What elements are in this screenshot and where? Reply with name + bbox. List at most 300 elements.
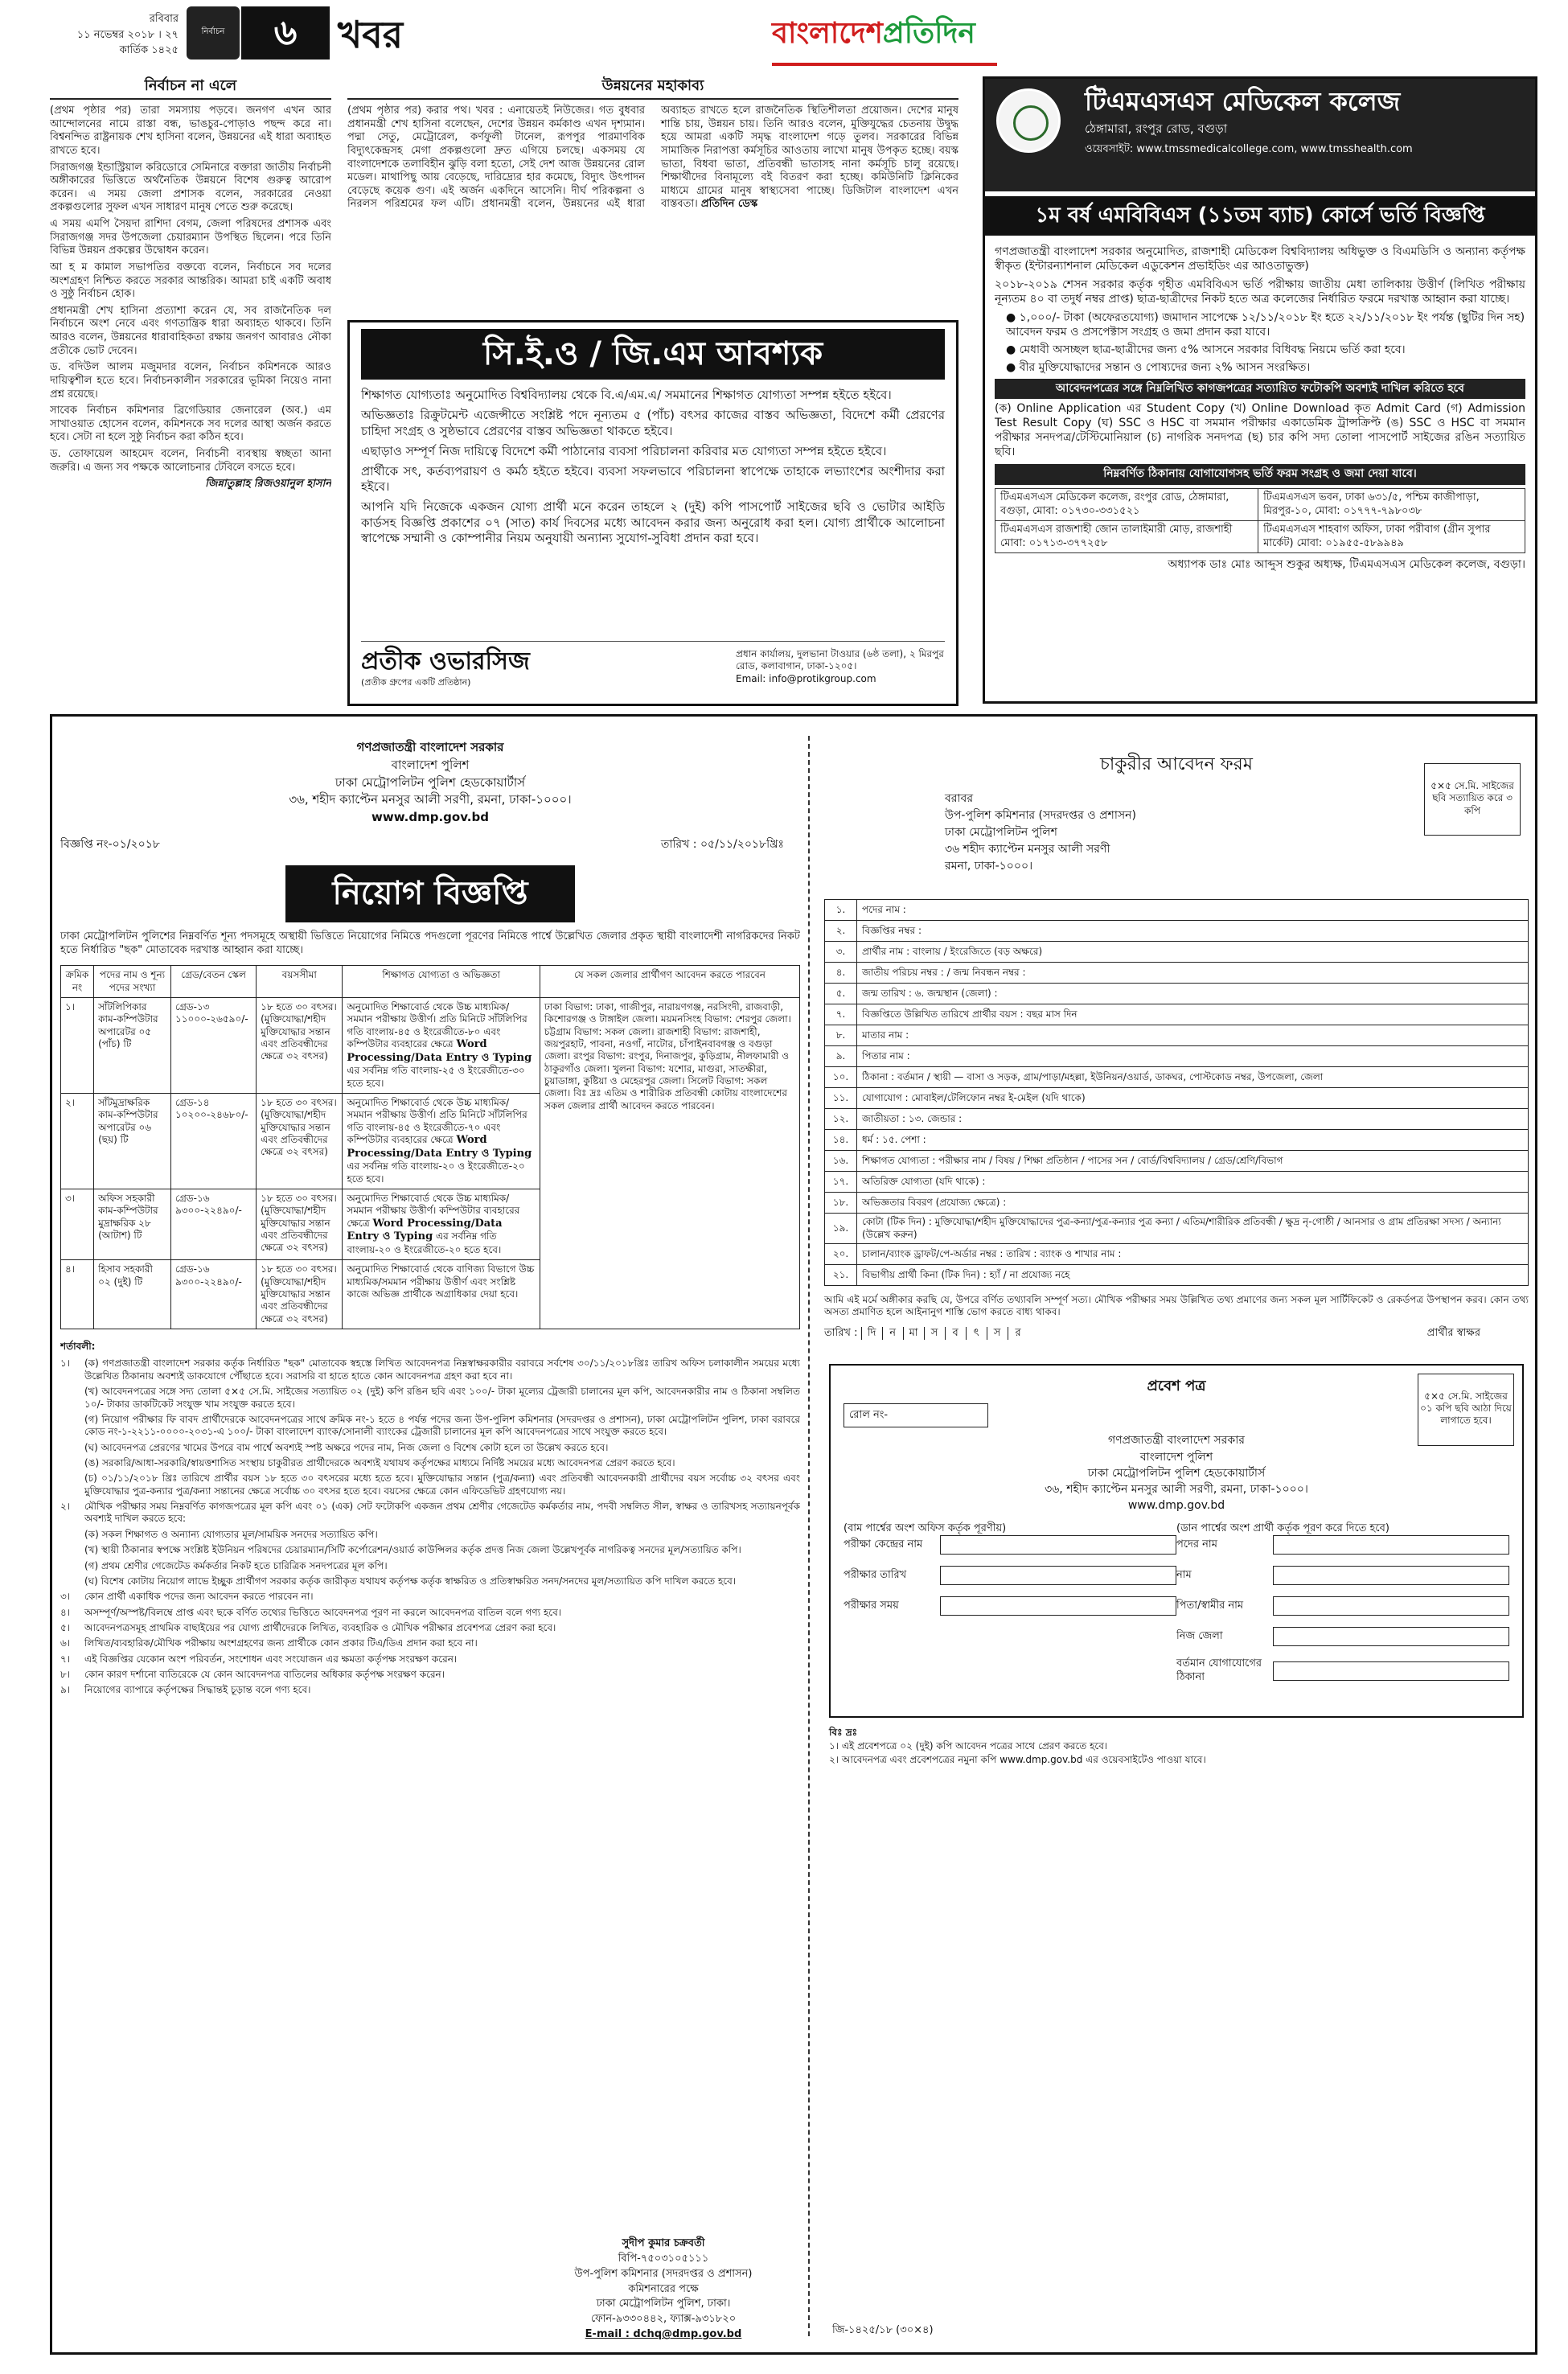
- form-row-number: ২০.: [825, 1243, 857, 1264]
- form-row: [825, 900, 1529, 921]
- article-paragraph: ড. তোফায়েল আহমেদ বলেন, নির্বাচনী ব্যবস্থায় স্বচ্ছতা আনা জরুরি। এ জন্য সব পক্ষকে আলোচনার টেবিলে বসতে হবে।: [50, 448, 331, 474]
- post-qualification: [343, 1189, 540, 1260]
- admit-field-row: [1176, 1566, 1509, 1585]
- form-row-label: জন্ম তারিখ : ৬. জন্মস্থান (জেলা) :: [862, 987, 998, 999]
- form-row-field[interactable]: [857, 963, 1529, 984]
- term-item: [60, 1669, 800, 1681]
- form-row: [825, 1088, 1529, 1109]
- form-row-field[interactable]: [857, 1193, 1529, 1214]
- term-item: [60, 1357, 800, 1382]
- admit-field-box[interactable]: [1273, 1566, 1509, 1585]
- ceo-ad-address: প্রধান কার্যালয়, দুলভানা টাওয়ার (৬ষ্ঠ তলা), ২ মিরপুর রোড, কলাবাগান, ঢাকা-১২০৫।: [736, 648, 944, 672]
- mc-ad-contact-strip: নিম্নবর্ণিত ঠিকানায় যোগাযোগসহ ভর্তি ফরম সংগ্রহ ও জমা দেয়া যাবে।: [995, 464, 1525, 485]
- admit-field-box[interactable]: [1273, 1535, 1509, 1555]
- form-row-number: ৫.: [825, 984, 857, 1004]
- post-name: সাঁটলিপিকার কাম-কম্পিউটার অপারেটর ০৫ (পাঁচ) টি: [94, 997, 171, 1093]
- ceo-ad-footer: [361, 641, 945, 697]
- form-row-number: ৩.: [825, 942, 857, 963]
- post-qualification: [343, 1260, 540, 1329]
- ceo-ad-apply: আপনি যদি নিজেকে একজন যোগ্য প্রার্থী মনে করেন তাহলে ২ (দুই) কপি পাসপোর্ট সাইজের ছবি ও ভোটার আইডি কার্ডসহ বিজ্ঞপ্তি প্রকাশের ০৭ (সাত) কার্য দিবসের মধ্যে আবেদন করার জন্য অনুরোধ করা হল। যোগ্য প্রার্থীকে আলোচনা স্বাপেক্ষে সম্মানী ও কোম্পানীর নিয়ম অনুযায়ী অন্যান্য সুযোগ-সুবিধা প্রদান করা হবে।: [361, 499, 945, 545]
- form-row-field[interactable]: [857, 1109, 1529, 1130]
- term-item: [60, 1560, 800, 1572]
- post-grade: গ্রেড-১৬ ৯৩০০-২২৪৯০/-: [170, 1189, 256, 1260]
- date-cell: দি: [861, 1327, 882, 1341]
- form-row-number: ৯.: [825, 1046, 857, 1067]
- dmp-date: তারিখ : ০৫/১১/২০১৮খ্রিঃ: [660, 837, 784, 851]
- note-item: ১। এই প্রবেশপত্রে ০২ (দুই) কপি আবেদন পত্রের সাথে প্রেরণ করতে হবে।: [829, 1739, 1108, 1752]
- post-qualification: [343, 997, 540, 1093]
- form-row-field[interactable]: [857, 1046, 1529, 1067]
- term-number: ২।: [60, 1501, 71, 1513]
- signer-for: কমিশনারের পক্ষে: [628, 2282, 699, 2295]
- dmp-letterhead: [60, 739, 800, 827]
- admit-field-label: পরীক্ষার সময়: [844, 1600, 899, 1612]
- ceo-ad-extra: এছাড়াও সম্পূর্ণ নিজ দায়িত্বে বিদেশে কর্মী পাঠানোর ব্যবসা পরিচালনা করিবার মত যোগ্যতা সম্পন্ন হইতে হইবে।: [361, 443, 887, 458]
- form-row: [825, 1264, 1529, 1285]
- term-number: [60, 1442, 84, 1454]
- signer-id: বিপি-৭৫০৩১০৫১১১: [618, 2252, 709, 2265]
- mc-ad-contacts-table: [995, 488, 1525, 554]
- mc-ad-banner: ১ম বর্ষ এমবিবিএস (১১তম ব্যাচ) কোর্সে ভর্তি বিজ্ঞপ্তি: [985, 196, 1535, 236]
- middle-article-body: [347, 105, 958, 212]
- addressee-line: রমনা, ঢাকা-১০০০।: [945, 860, 1033, 873]
- form-row-number: ৮.: [825, 1025, 857, 1046]
- post-age-limit: ১৮ হতে ৩০ বৎসর। (মুক্তিযোদ্ধা/শহীদ মুক্তিযোদ্ধার সন্তান এবং প্রতিবন্ধীদের ক্ষেত্রে ৩২ বৎসর): [257, 997, 343, 1093]
- form-row: [825, 1109, 1529, 1130]
- form-sign-row: [824, 1327, 1529, 1351]
- admit-field-box[interactable]: [940, 1535, 1176, 1555]
- admit-letterhead: [844, 1432, 1509, 1514]
- form-row: [825, 921, 1529, 942]
- form-row-field[interactable]: [857, 1067, 1529, 1088]
- addressee-line: ঢাকা মেট্রোপলিটন পুলিশ: [945, 826, 1057, 840]
- post-serial: ১।: [61, 997, 94, 1093]
- admit-field-label: পরীক্ষার তারিখ: [844, 1569, 907, 1582]
- posts-table-header: [61, 966, 800, 998]
- mc-ad-session: ২০১৮-২০১৯ শেসন সরকার কর্তৃক গৃহীত এমবিবিএস ভর্তি পরীক্ষায় জাতীয় মেধা তালিকায় উত্তীর্ণ (লিখিত পরীক্ষায় নূন্যতম ৪০ বা তদুর্ধ নম্বর প্রাপ্ত) ছাত্র-ছাত্রীদের নিকট হতে অত্র কলেজের নির্ধারিত ফরমে দরখাস্ত আহ্বান করা যাচ্ছে।: [995, 278, 1525, 306]
- form-row-field[interactable]: [857, 1025, 1529, 1046]
- form-row-field[interactable]: [857, 1130, 1529, 1151]
- form-row: [825, 1172, 1529, 1193]
- contact-row: [995, 488, 1525, 520]
- post-name: হিসাব সহকারী ০২ (দুই) টি: [94, 1260, 171, 1329]
- post-row: [61, 997, 800, 1093]
- ceo-ad-experience: অভিজ্ঞতাঃ রিক্রুটমেন্ট এজেন্সীতে সংশ্লিষ্ট পদে নূন্যতম ৫ (পাঁচ) বৎসর কাজের বাস্তব অভিজ্ঞতা, বিদেশে কর্মী প্রেরণের চাহিদা সংগ্রহ ও সুষ্ঠভাবে প্রেরণের বাস্তব অভিজ্ঞতা থাকতে হইবে।: [361, 408, 945, 438]
- form-row-field[interactable]: [857, 1151, 1529, 1172]
- form-row-field[interactable]: [857, 900, 1529, 921]
- term-text: (খ) স্থায়ী ঠিকানার স্বপক্ষে সংশ্লিষ্ট ইউনিয়ন পরিষদের চেয়ারম্যান/সিটি কর্পোরেশন/ওয়ার্ড কাউন্সিলর কর্তৃক প্রদত্ত নিজ জেলা উল্লেখপূর্বক নাগরিকত্ব সনদের মূল/সত্যায়িত কপি।: [84, 1544, 741, 1556]
- logo-part1: বাংলাদেশ: [772, 16, 883, 50]
- admit-field-box[interactable]: [940, 1566, 1176, 1585]
- form-row: [825, 942, 1529, 963]
- form-row-number: ১৬.: [825, 1151, 857, 1172]
- date-cell: স: [924, 1327, 945, 1341]
- term-text: (ঘ) বিশেষ কোটায় নিয়োগ লাভে ইচ্ছুক প্রার্থীগণ সরকার কর্তৃক জারীকৃত যথাযথ কর্তৃপক্ষ কর্তৃক স্বাক্ষরিত ও প্রতিস্বাক্ষরিত সনদ/সনদের মূল/সত্যায়িত কপি দাখিল করতে হবে।: [84, 1575, 737, 1587]
- term-item: [60, 1622, 800, 1634]
- admit-field-row: [1176, 1535, 1509, 1555]
- page-number: ৬: [241, 6, 330, 60]
- post-qualification: [343, 1093, 540, 1189]
- contact-cell: টিএমএসএস ভবন, ঢাকা ৬৩১/৫, পশ্চিম কাজীপাড়া, মিরপুর-১০, মোবা: ০১৭৭৭-৭৯৮০৩৮: [1258, 488, 1525, 520]
- qualification-text: অনুমোদিত শিক্ষাবোর্ড থেকে উচ্চ মাধ্যমিক/ সমমান পরীক্ষায় উত্তীর্ণ। প্রতি মিনিটে সাঁটলিপির গতি বাংলায়-৪৫ ও ইংরেজীতে-৮০ এবং কম্পিউটার ব্যবহারের ক্ষেত্রে: [347, 1000, 527, 1049]
- post-serial: ২।: [61, 1093, 94, 1189]
- form-row-label: ধর্ম : ১৫. পেশা :: [862, 1133, 926, 1145]
- middle-article-byline: প্রতিদিন ডেস্ক: [700, 198, 758, 211]
- admit-field-row: [1176, 1627, 1509, 1646]
- term-text: মৌখিক পরীক্ষার সময় নিম্নবর্ণিত কাগজপত্রের মূল কপি এবং ০১ (এক) সেট ফটোকপি একজন প্রথম শ্রেণীর গেজেটেড কর্মকর্তার নাম, পদবী সম্বলিত সীল, স্বাক্ষর ও তারিখসহ সত্যায়নপূর্বক অবশ্যই দাখিল করতে হবে:: [84, 1501, 800, 1525]
- form-row: [825, 1025, 1529, 1046]
- form-row-field[interactable]: [857, 1264, 1529, 1285]
- post-serial: ৪।: [61, 1260, 94, 1329]
- posts-column-header: ক্রমিক নং: [61, 966, 94, 998]
- admit-column-heading: (ডান পার্শ্বের অংশ প্রার্থী কর্তৃক পূরণ করে দিতে হবে): [1176, 1522, 1389, 1534]
- dmp-ref-row: [60, 838, 800, 862]
- qualification-tail: এর সর্বনিম্ন গতি বাংলায়-২০ ও ইংরেজীতে-২০ হতে হবে।: [347, 1230, 502, 1255]
- form-row: [825, 1046, 1529, 1067]
- term-number: ৯।: [60, 1684, 71, 1696]
- dmp-hq: ঢাকা মেট্রোপলিটন পুলিশ হেডকোয়ার্টার্স: [335, 774, 526, 790]
- newspaper-logo: [772, 14, 1013, 63]
- admit-field-row: [844, 1566, 1176, 1585]
- term-number: [60, 1386, 84, 1411]
- form-row-field[interactable]: [857, 984, 1529, 1004]
- mc-ad-docs: (ক) Online Application এর Student Copy (খ) Online Download কৃত Admit Card (গ) Admission Test Result Copy (ঘ) SSC ও HSC বা সমমান পরীক্ষার একাডেমিক ট্রান্সক্রিপ্ট (ঙ) SSC ও HSC বা সমমান পরীক্ষার সনদপত্র/টেস্টিমোনিয়াল (চ) নাগরিক সনদপত্র (ছ) চার কপি সদ্য তোলা পাসপোর্ট সাইজের রঙিন সত্যায়িত ছবি।: [995, 402, 1525, 459]
- form-row: [825, 1151, 1529, 1172]
- term-number: [60, 1457, 84, 1469]
- term-number: [60, 1529, 84, 1541]
- middle-article: [347, 76, 958, 318]
- form-row-field[interactable]: [857, 1214, 1529, 1244]
- posts-column-header: যে সকল জেলার প্রার্থীগণ আবেদন করতে পারবেন: [540, 966, 799, 998]
- term-item: [60, 1591, 800, 1603]
- term-item: [60, 1501, 800, 1526]
- terms-section: [60, 1341, 800, 1697]
- signer-phone: ফোন-৯৩৩০৪৪২, ফ্যাক্স-৯৩১৮২০: [590, 2313, 737, 2326]
- form-row-number: ১.: [825, 900, 857, 921]
- form-row-field[interactable]: [857, 1088, 1529, 1109]
- signer-org: ঢাকা মেট্রোপলিটন পুলিশ, ঢাকা।: [596, 2298, 731, 2310]
- admit-field-row: [844, 1596, 1176, 1616]
- admit-photo-box: ৫×৫ সে.মি. সাইজের ০১ কপি ছবি আঠা দিয়ে লাগাতে হবে।: [1418, 1374, 1514, 1446]
- admit-field-box[interactable]: [940, 1596, 1176, 1616]
- term-text: কোন প্রার্থী একাধিক পদের জন্য আবেদন করতে পারবেন না।: [84, 1591, 314, 1603]
- term-number: ১।: [60, 1357, 71, 1370]
- contact-cell: টিএমএসএস রাজশাহী জোন তালাইমারী মোড়, রাজশাহী মোবা: ০১৭১৩-৩৭৭২৫৮: [995, 521, 1258, 553]
- form-row-label: চালান/ব্যাংক ড্রাফট/পে-অর্ডার নম্বর : তারিখ : ব্যাংক ও শাখার নাম :: [862, 1247, 1122, 1259]
- term-item: [60, 1607, 800, 1619]
- date-cell: স: [987, 1327, 1008, 1341]
- addressee-line: বরাবর: [945, 792, 974, 806]
- post-serial: ৩।: [61, 1189, 94, 1260]
- date-cell: ৎ: [966, 1327, 987, 1341]
- term-text: (গ) নিয়োগ পরীক্ষার ফি বাবদ প্রার্থীদেরকে আবেদনপত্রের সাথে ক্রমিক নং-১ হতে ৪ পর্যন্ত পদের জন্য উপ-পুলিশ কমিশনার (সদরদপ্তর ও প্রশাসন), ঢাকা মেট্রোপলিটন পুলিশ, ঢাকা বরাবরে কোড নং-১-২২১১-০০০০-২০৩১-এ ১০০/- টাকা বাংলাদেশ ব্যাংক/সোনালী ব্যাংকের ট্রেজারী চালানের মূল কপি আবেদনপত্রের সাথে সংযুক্ত করতে হবে।: [84, 1413, 800, 1438]
- term-number: ৮।: [60, 1669, 71, 1681]
- term-text: (ক) গণপ্রজাতন্ত্রী বাংলাদেশ সরকার কর্তৃক নির্ধারিত "ছক" মোতাবেক স্বহস্তে লিখিত আবেদনপত্র নিম্নস্বাক্ষরকারীর বরাবরে সর্বশেষ ৩০/১১/২০১৮খ্রিঃ তারিখ অফিস চলাকালীন সময়ের মধ্যে উল্লেখিত ঠিকানায় অবশ্যই ডাকযোগে পৌঁছাতে হবে। সরাসরি বা হাতে হাতে কোন আবেদনপত্র গ্রহণ করা হবে না।: [84, 1357, 800, 1382]
- admit-field-label: পরীক্ষা কেন্দ্রের নাম: [844, 1538, 923, 1551]
- post-name: সাঁটমুদ্রাক্ষরিক কাম-কম্পিউটার অপারেটর ০৬ (ছয়) টি: [94, 1093, 171, 1189]
- form-title: চাকুরীর আবেদন ফরম: [1100, 754, 1253, 774]
- term-text: লিখিত/ব্যবহারিক/মৌখিক পরীক্ষায় অংশগ্রহণের জন্য প্রার্থীকে কোন প্রকার টিএ/ডিএ প্রদান করা হবে না।: [84, 1637, 478, 1649]
- term-item: [60, 1457, 800, 1469]
- post-age-limit: ১৮ হতে ৩০ বৎসর। (মুক্তিযোদ্ধা/শহীদ মুক্তিযোদ্ধার সন্তান এবং প্রতিবন্ধীদের ক্ষেত্রে ৩২ বৎসর): [257, 1093, 343, 1189]
- notice-title: নিয়োগ বিজ্ঞপ্তি: [285, 865, 575, 922]
- mc-ad-title: টিএমএসএস মেডিকেল কলেজ: [1085, 86, 1401, 117]
- form-row-label: জাতীয় পরিচয় নম্বর : / জন্ম নিবন্ধন নম্বর :: [862, 966, 1026, 978]
- term-text: (ঙ) সরকারি/আধা-সরকারি/স্বায়ত্তশাসিত সংস্থায় চাকুরীরত প্রার্থীদেরকে অবশ্যই যথাযথ কর্তৃপক্ষের মাধ্যমে নির্দিষ্ট সময়ের মধ্যে আবেদনপত্র প্রেরণ করতে হবে।: [84, 1457, 675, 1468]
- form-row-label: বিভাগীয় প্রার্থী কিনা (টিক দিন) : হ্যাঁ / না প্রযোজ্য নহে: [862, 1268, 1070, 1280]
- post-grade: গ্রেড-১৬ ৯৩০০-২২৪৯০/-: [170, 1260, 256, 1329]
- posts-column-header: পদের নাম ও শূন্য পদের সংখ্যা: [94, 966, 171, 998]
- admit-letterhead-line: বাংলাদেশ পুলিশ: [1139, 1450, 1213, 1464]
- term-number: ৩।: [60, 1591, 71, 1603]
- article-paragraph: সাবেক নির্বাচন কমিশনার ব্রিগেডিয়ার জেনারেল (অব.) এম সাখাওয়াত হোসেন বলেন, কমিশনকে সব দলের আস্থা অর্জন করতে হবে। সেটা না হলে সুষ্ঠু নির্বাচন করা কঠিন হবে।: [50, 405, 331, 444]
- addressee-line: উপ-পুলিশ কমিশনার (সদরদপ্তর ও প্রশাসন): [945, 809, 1136, 823]
- notes-label: বিঃ দ্রঃ: [829, 1726, 858, 1738]
- form-row: [825, 984, 1529, 1004]
- term-item: [60, 1386, 800, 1411]
- form-row-label: অভিজ্ঞতার বিবরণ (প্রযোজ্য ক্ষেত্রে) :: [862, 1196, 1007, 1208]
- posts-column-header: বয়সসীমা: [257, 966, 343, 998]
- note-item: ২। আবেদনপত্র এবং প্রবেশপত্রের নমুনা কপি www.dmp.gov.bd এর ওয়েবসাইটেও পাওয়া যাবে।: [829, 1754, 1206, 1766]
- form-row-label: যোগাযোগ : মোবাইল/টেলিফোন নম্বর ই-মেইল (যদি থাকে): [862, 1091, 1086, 1103]
- admit-card: [829, 1364, 1524, 1718]
- form-row-number: ১৭.: [825, 1172, 857, 1193]
- form-row-label: বিজ্ঞপ্তির নম্বর :: [862, 924, 922, 936]
- form-date-label: তারিখ :: [824, 1326, 858, 1339]
- term-number: ৭।: [60, 1653, 71, 1665]
- posts-column-header: শিক্ষাগত যোগ্যতা ও অভিজ্ঞতা: [343, 966, 540, 998]
- ceo-ad-brand-sub: (প্রতীক গ্রুপের একটি প্রতিষ্ঠান): [361, 677, 471, 688]
- qualification-tech: Word Processing/Data Entry ও Typing: [347, 1217, 503, 1243]
- form-row-number: ৭.: [825, 1004, 857, 1025]
- form-row-label: পিতার নাম :: [862, 1049, 910, 1062]
- left-article-byline: জিন্নাতুল্লাহ রিজওয়ানুল হাসান: [205, 478, 331, 491]
- form-row: [825, 1243, 1529, 1264]
- term-number: [60, 1414, 84, 1439]
- term-text: (গ) প্রথম শ্রেণীর গেজেটেড কর্মকর্তার নিকট হতে চারিত্রিক সনদপত্রের মূল কপি।: [84, 1559, 388, 1571]
- admit-roll-box: রোল নং-: [844, 1403, 988, 1428]
- date-cell: র: [1008, 1327, 1028, 1341]
- post-grade: গ্রেড-১৩ ১১০০০-২৬৫৯০/-: [170, 997, 256, 1093]
- term-item: [60, 1442, 800, 1454]
- term-number: [60, 1560, 84, 1572]
- term-item: [60, 1684, 800, 1696]
- ad-code: জি-১৪২৫/১৮ (৩০×৪): [832, 2324, 934, 2337]
- term-number: ৫।: [60, 1621, 71, 1633]
- form-row-field[interactable]: [857, 942, 1529, 963]
- mc-ad-address: ঠেঙ্গামারা, রংপুর রোড, বগুড়া: [1085, 121, 1228, 136]
- ceo-ad-brand: প্রতীক ওভারসিজ: [361, 647, 530, 676]
- terms-label: শর্তাবলী:: [60, 1341, 96, 1353]
- qualification-tech: Word Processing/Data Entry ও Typing: [347, 1134, 532, 1160]
- post-grade: গ্রেড-১৪ ১০২০০-২৪৬৮০/-: [170, 1093, 256, 1189]
- term-number: ৪।: [60, 1606, 71, 1618]
- form-row: [825, 1130, 1529, 1151]
- qualification-tail: এর সর্বনিম্ন গতি বাংলায়-২৫ ও ইংরেজীতে-৩০ হতে হবে।: [347, 1065, 525, 1089]
- left-article-title: নির্বাচন না এলে: [50, 76, 331, 100]
- form-row: [825, 1067, 1529, 1088]
- section-badge-label: নির্বাচন: [201, 27, 225, 36]
- form-row-field[interactable]: [857, 1172, 1529, 1193]
- ceo-ad-heading: সি.ই.ও / জি.এম আবশ্যক: [361, 329, 945, 380]
- form-row-label: বিজ্ঞপ্তিতে উল্লিখিত তারিখে প্রার্থীর বয়স : বছর মাস দিন: [862, 1008, 1077, 1020]
- medical-college-ad: [983, 76, 1537, 704]
- mc-ad-body: [985, 240, 1535, 581]
- middle-article-text: (প্রথম পৃষ্ঠার পর) করার পথ। খবর : এনায়েতই নিউজের। গত বুধবার প্রধানমন্ত্রী শেখ হাসিনা বলেছেন, দেশের উন্নয়ন কর্মকাণ্ড এখন দৃশ্যমান। পদ্মা সেতু, মেট্রোরেল, কর্ণফুলী টানেল, রূপপুর পারমাণবিক বিদ্যুৎকেন্দ্রসহ মেগা প্রকল্পগুলো দ্রুত এগিয়ে চলছে। একসময় যে বাংলাদেশকে তলাবিহীন ঝুড়ি বলা হতো, সেই দেশ আজ উন্নয়নের রোল মডেল। মাথাপিছু আয় বেড়েছে, দারিদ্র্যের হার কমেছে, বিদ্যুৎ উৎপাদন বেড়েছে কয়েক গুণ। এই অর্জন একদিনে আসেনি। দীর্ঘ পরিকল্পনা ও নিরলস পরিশ্রমের ফল এটি। প্রধানমন্ত্রী বলেন, উন্নয়নের এই ধারা অব্যাহত রাখতে হলে রাজনৈতিক স্থিতিশীলতা প্রয়োজন। দেশের মানুষ শান্তি চায়, উন্নয়ন চায়। তিনি আরও বলেন, মুক্তিযুদ্ধের চেতনায় উদ্বুদ্ধ হয়ে আমরা একটি সমৃদ্ধ বাংলাদেশ গড়ে তুলব। সরকারের বিভিন্ন সামাজিক নিরাপত্তা কর্মসূচির আওতায় লাখো মানুষ উপকৃত হচ্ছে। বয়স্ক ভাতা, বিধবা ভাতা, প্রতিবন্ধী ভাতাসহ নানা কর্মসূচি চালু রয়েছে। শিক্ষার্থীদের বিনামূল্যে বই বিতরণ করা হচ্ছে। কমিউনিটি ক্লিনিকের মাধ্যমে গ্রামের মানুষ স্বাস্থ্যসেবা পাচ্ছে। ডিজিটাল বাংলাদেশ এখন বাস্তবতা।: [347, 105, 958, 211]
- notice-signature: [543, 2236, 784, 2343]
- admit-notes: [829, 1726, 1524, 1768]
- article-paragraph: (প্রথম পৃষ্ঠার পর) তারা সমস্যায় পড়বে। জনগণ এখন আর আন্দোলনের নামে রাস্তা বন্ধ, ভাঙচুর-পোড়াও পছন্দ করে না। বিশ্বনন্দিত রাষ্ট্রনায়ক শেখ হাসিনা বলেন, উন্নয়নের এই ধারা অব্যাহত রাখতে হবে।: [50, 105, 331, 157]
- addressee-line: ৩৬ শহীদ ক্যাপ্টেন মনসুর আলী সরণী: [945, 843, 1110, 856]
- form-date-grid: [861, 1327, 1028, 1341]
- mc-ad-point: ● মেধাবী অসচ্ছল ছাত্র-ছাত্রীদের জন্য ৫% আসনে সরকার বিধিবদ্ধ নিয়মে ভর্তি করা হবে।: [1006, 343, 1406, 356]
- section-title: খবর: [338, 13, 404, 56]
- term-item: [60, 1472, 800, 1497]
- eligible-districts: ঢাকা বিভাগ: ঢাকা, গাজীপুর, নারায়ণগঞ্জ, নরসিংদী, রাজবাড়ী, কিশোরগঞ্জ ও টাঙ্গাইল জেলা। ময়মনসিংহ বিভাগ: শেরপুর জেলা। চট্টগ্রাম বিভাগ: সকল জেলা। রাজশাহী বিভাগ: রাজশাহী, জয়পুরহাট, পাবনা, নওগাঁ, নাটোর, চাঁপাইনবাবগঞ্জ ও বগুড়া জেলা। রংপুর বিভাগ: রংপুর, দিনাজপুর, কুড়িগ্রাম, নীলফামারী ও ঠাকুরগাঁও জেলা। খুলনা বিভাগ: যশোর, মাগুরা, সাতক্ষীরা, চুয়াডাঙ্গা, কুষ্টিয়া ও মেহেরপুর জেলা। সিলেট বিভাগ: সকল জেলা। বিঃ দ্রঃ এতিম ও শারীরিক প্রতিবন্ধী কোটায় বাংলাদেশের সকল জেলার প্রার্থী আবেদন করতে পারবেন।: [540, 997, 799, 1329]
- admit-letterhead-line: ঢাকা মেট্রোপলিটন পুলিশ হেডকোয়ার্টার্স: [1087, 1466, 1266, 1480]
- left-article-body: [50, 105, 331, 474]
- header-date: [50, 11, 179, 59]
- admit-field-label: নাম: [1176, 1569, 1192, 1582]
- contact-row: [995, 521, 1525, 553]
- dmp-gov: গণপ্রজাতন্ত্রী বাংলাদেশ সরকার: [356, 740, 504, 754]
- qualification-text: অনুমোদিত শিক্ষাবোর্ড থেকে উচ্চ মাধ্যমিক/ সমমান পরীক্ষায় উত্তীর্ণ। প্রতি মিনিটে সাঁটলিপির গতি বাংলায়-৪৫ ও ইংরেজীতে-৭০ এবং কম্পিউটার ব্যবহারের ক্ষেত্রে: [347, 1096, 527, 1146]
- term-text: (চ) ০১/১১/২০১৮ খ্রিঃ তারিখে প্রার্থীর বয়স ১৮ হতে ৩০ বৎসরের মধ্যে হতে হবে। মুক্তিযোদ্ধার সন্তান (পুত্র/কন্যা) এবং প্রতিবন্ধী আবেদনকারী প্রার্থীদের বয়স সর্বোচ্চ ৩২ বৎসর এবং মুক্তিযোদ্ধার পুত্র-কন্যার পুত্র/কন্যা সন্তানের ক্ষেত্রে সর্বোচ্চ ৩০ বৎসর হতে হবে। বয়সের ক্ষেত্রে কোন এফিডেভিট গ্রহণযোগ্য নয়।: [84, 1472, 800, 1497]
- form-row-number: ১০.: [825, 1067, 857, 1088]
- mc-ad-intro: গণপ্রজাতন্ত্রী বাংলাদেশ সরকার অনুমোদিত, রাজশাহী মেডিকেল বিশ্ববিদ্যালয় অধিভুক্ত ও বিএমডিসি ও অন্যান্য কর্তৃপক্ষ স্বীকৃত (ইন্টারন্যাশনাল মেডিকেল এডুকেশন প্রভাইডিং এর আওতাভুক্ত): [995, 245, 1525, 273]
- term-number: [60, 1544, 84, 1556]
- logo-underline: [772, 63, 997, 66]
- header-date-line: ১১ নভেম্বর ২০১৮ । ২৭ কার্তিক ১৪২৫: [76, 28, 179, 56]
- qualification-text: অনুমোদিত শিক্ষাবোর্ড থেকে বাণিজ্য বিভাগে উচ্চ মাধ্যমিক/সমমান পরীক্ষায় উত্তীর্ণ এবং সংশ্লিষ্ট কাজে অভিজ্ঞ প্রার্থীকে অগ্রাধিকার দেয়া হবে।: [347, 1263, 535, 1300]
- article-paragraph: সিরাজগঞ্জ ইন্ডাস্ট্রিয়াল করিডোরে সেমিনারে বক্তারা জাতীয় নির্বাচনী অঙ্গীকারের ভিত্তিতে অর্থনৈতিক উন্নয়নে বিশেষ গুরুত্ব আরোপ করেন। এ সময় জেলা প্রশাসক বলেন, সরকারের নেওয়া প্রকল্পগুলোর সুফল এখন সাধারণ মানুষ পেতে শুরু করেছে।: [50, 161, 331, 214]
- form-row-number: ১৯.: [825, 1214, 857, 1244]
- posts-column-header: গ্রেড/বেতন স্কেল: [170, 966, 256, 998]
- form-row-number: ১৪.: [825, 1130, 857, 1151]
- application-form-table: [824, 899, 1529, 1286]
- qualification-text: অনুমোদিত শিক্ষাবোর্ড থেকে উচ্চ মাধ্যমিক/ সমমান পরীক্ষায় উত্তীর্ণ। কম্পিউটার ব্যবহারের ক্ষেত্রে: [347, 1193, 520, 1229]
- term-text: (ঘ) আবেদনপত্র প্রেরণের খামের উপরে বাম পার্শ্বে অবশ্যই স্পষ্ট অক্ষরে পদের নাম, নিজ জেলা ও বিশেষ কোটা হলে তা উল্লেখ করতে হবে।: [84, 1441, 609, 1453]
- dmp-address: ৩৬, শহীদ ক্যাপ্টেন মনসুর আলী সরণী, রমনা, ঢাকা-১০০০।: [289, 792, 572, 807]
- form-row: [825, 1004, 1529, 1025]
- dmp-police: বাংলাদেশ পুলিশ: [391, 757, 470, 772]
- ceo-ad-email: Email: info@protikgroup.com: [736, 672, 876, 684]
- term-text: অসম্পূর্ণ/অস্পষ্ট/বিলম্বে প্রাপ্ত এবং ছকে বর্ণিত তথ্যের ভিত্তিতে আবেদনপত্র পূরণ না করলে আবেদনপত্র বাতিল বলে গণ্য হবে।: [84, 1606, 562, 1618]
- form-row-field[interactable]: [857, 1004, 1529, 1025]
- form-row-field[interactable]: [857, 1243, 1529, 1264]
- signer-title: উপ-পুলিশ কমিশনার (সদরদপ্তর ও প্রশাসন): [574, 2267, 753, 2280]
- ceo-ad-qualification: শিক্ষাগত যোগ্যতাঃ অনুমোদিত বিশ্ববিদ্যালয় থেকে বি.এ/এম.এ/ সমমানের শিক্ষাগত যোগ্যতা সম্পন্ন হইতে হইবে।: [361, 388, 892, 403]
- mc-ad-website: ওয়েবসাইট: www.tmssmedicalcollege.com, www.tmsshealth.com: [1085, 143, 1413, 156]
- form-row: [825, 1214, 1529, 1244]
- admit-field-label: নিজ জেলা: [1176, 1630, 1223, 1643]
- admit-field-label: বর্তমান যোগাযোগের ঠিকানা: [1176, 1657, 1262, 1683]
- article-paragraph: এ সময় এমপি সৈয়দা রাশিদা বেগম, জেলা পরিষদের প্রশাসক এবং সিরাজগঞ্জ সদর উপজেলা চেয়ারম্যান উপস্থিত ছিলেন। পরে তিনি বিভিন্ন উন্নয়ন প্রকল্পের উদ্বোধন করেন।: [50, 218, 331, 257]
- admit-fields: [844, 1522, 1509, 1696]
- contact-cell: টিএমএসএস মেডিকেল কলেজ, রংপুর রোড, ঠেঙ্গামারা, বগুড়া, মোবা: ০১৭৩০-৩৩১৫২১: [995, 488, 1258, 520]
- admit-field-box[interactable]: [1273, 1661, 1509, 1681]
- admit-field-row: [1176, 1596, 1509, 1616]
- posts-table-body: [61, 997, 800, 1329]
- form-sign-label: প্রার্থীর স্বাক্ষর: [1426, 1326, 1480, 1339]
- admit-letterhead-line: ৩৬, শহীদ ক্যাপ্টেন মনসুর আলী সরণী, রমনা, ঢাকা-১০০০।: [1045, 1483, 1308, 1497]
- form-row-label: জাতীয়তা : ১৩. জেন্ডার :: [862, 1112, 963, 1124]
- admit-field-row: [844, 1535, 1176, 1555]
- term-item: [60, 1529, 800, 1541]
- term-item: [60, 1653, 800, 1665]
- mc-ad-docs-strip: আবেদনপত্রের সঙ্গে নিম্নলিখিত কাগজপত্রের সত্যায়িত ফটোকপি অবশ্যই দাখিল করিতে হবে: [995, 379, 1525, 400]
- form-row-number: ১৮.: [825, 1193, 857, 1214]
- term-item: [60, 1544, 800, 1556]
- ceo-ad-trait: প্রার্থীকে সৎ, কর্তব্যপরায়ণ ও কর্মঠ হইতে হইবে। ব্যবসা সফলভাবে পরিচালনা স্বাপেক্ষে তাহাকে লভ্যাংশের অংশীদার করা হইবে।: [361, 463, 945, 495]
- form-declaration: আমি এই মর্মে অঙ্গীকার করছি যে, উপরে বর্ণিত তথ্যাবলি সম্পূর্ণ সত্য। মৌখিক পরীক্ষার সময় উল্লিখিত তথ্য প্রমাণের জন্য সকল মূল সার্টিফিকেট ও রেকর্ডপত্র উপস্থাপন করব। কোন তথ্য অসত্য প্রমাণিত হলে আইনানুগ শাস্তি ভোগ করতে বাধ্য থাকব।: [824, 1293, 1529, 1318]
- article-paragraph: আ হ ম কামাল সভাপতির বক্তব্যে বলেন, নির্বাচনে সব দলের অংশগ্রহণ নিশ্চিত করতে সরকার আন্তরিক। আমরা চাই একটি অবাধ ও সুষ্ঠু নির্বাচন হোক।: [50, 261, 331, 301]
- logo-part2: প্রতিদিন: [882, 16, 975, 50]
- form-photo-box: ৫×৫ সে.মি. সাইজের ছবি সত্যায়িত করে ৩ কপি: [1424, 763, 1521, 836]
- term-text: (ক) সকল শিক্ষাগত ও অন্যান্য যোগ্যতার মূল/সাময়িক সনদের সত্যায়িত কপি।: [84, 1528, 378, 1540]
- article-paragraph: ড. বদিউল আলম মজুমদার বলেন, নির্বাচন কমিশনকে আরও দায়িত্বশীল হতে হবে। নির্বাচনকালীন সরকারের ভূমিকা নিয়েও নানা প্রশ্ন রয়েছে।: [50, 361, 331, 400]
- qualification-tail: এর সর্বনিম্ন গতি বাংলায়-২০ ও ইংরেজীতে-২০ হতে হবে।: [347, 1160, 525, 1185]
- mc-ad-signatory: অধ্যাপক ডাঃ মোঃ আব্দুস শুকুর অধ্যক্ষ, টিএমএসএস মেডিকেল কলেজ, বগুড়া।: [1168, 558, 1525, 572]
- form-row-label: শিক্ষাগত যোগ্যতা : পরীক্ষার নাম / বিষয় / শিক্ষা প্রতিষ্ঠান / পাসের সন / বোর্ড/বিশ্ববিদ্যালয় / গ্রেড/শ্রেণি/বিভাগ: [862, 1154, 1283, 1166]
- term-item: [60, 1575, 800, 1587]
- form-row-label: কোটা (টিক দিন) : মুক্তিযোদ্ধা/শহীদ মুক্তিযোদ্ধাদের পুত্র-কন্যা/পুত্র-কন্যার পুত্র কন্যা / এতিম/শারীরিক প্রতিবন্ধী / ক্ষুদ্র নৃ-গোষ্ঠী / আনসার ও গ্রাম প্রতিরক্ষা সদস্য / অন্যান্য (উল্লেখ করুন): [862, 1216, 1501, 1240]
- page-header: [0, 0, 1568, 76]
- date-cell: ন: [882, 1327, 903, 1341]
- admit-field-box[interactable]: [1273, 1627, 1509, 1646]
- term-text: এই বিজ্ঞপ্তির যেকোন অংশ পরিবর্তন, সংশোধন এবং সংযোজন এর ক্ষমতা কর্তৃপক্ষ সংরক্ষণ করেন।: [84, 1653, 458, 1665]
- notice-intro: ঢাকা মেট্রোপলিটন পুলিশের নিম্নবর্ণিত শূন্য পদসমূহে অস্থায়ী ভিত্তিতে নিয়োগের নিমিত্তে পদগুলো পূরণের নিমিত্তে পার্শ্বে উল্লেখিত জেলার প্রকৃত স্থায়ী বাংলাদেশী নাগরিকদের নিকট হতে নির্ধারিত "ছক" মোতাবেক দরখাস্ত আহ্বান করা যাচ্ছে।: [60, 930, 800, 956]
- post-age-limit: ১৮ হতে ৩০ বৎসর। (মুক্তিযোদ্ধা/শহীদ মুক্তিযোদ্ধার সন্তান এবং প্রতিবন্ধীদের ক্ষেত্রে ৩২ বৎসর): [257, 1189, 343, 1260]
- post-age-limit: ১৮ হতে ৩০ বৎসর। (মুক্তিযোদ্ধা/শহীদ মুক্তিযোদ্ধার সন্তান এবং প্রতিবন্ধীদের ক্ষেত্রে ৩২ বৎসর): [257, 1260, 343, 1329]
- term-number: ৬।: [60, 1637, 71, 1649]
- term-number: [60, 1472, 84, 1497]
- form-row-number: ২১.: [825, 1264, 857, 1285]
- admit-letterhead-line: www.dmp.gov.bd: [1127, 1499, 1225, 1513]
- term-text: (খ) আবেদনপত্রের সঙ্গে সদ্য তোলা ৫×৫ সে.মি. সাইজের সত্যায়িত ০২ (দুই) কপি রঙিন ছবি এবং ১০০/- টাকা মূল্যের ট্রেজারী চালানের মূল কপি, আবেদনকারীর নাম ও ঠিকানা সম্বলিত ১০/- টাকার ডাকটিকেট সংযুক্ত খাম সংযুক্ত করতে হবে।: [84, 1386, 800, 1410]
- section-badge: [187, 6, 240, 60]
- application-form-column: [824, 725, 1529, 2346]
- date-cell: ব: [945, 1327, 966, 1341]
- admit-field-row: [1176, 1657, 1509, 1684]
- dmp-notice-left: [60, 725, 800, 2346]
- dmp-website: www.dmp.gov.bd: [371, 810, 489, 824]
- admit-field-label: পিতা/স্বামীর নাম: [1176, 1600, 1244, 1612]
- admit-field-box[interactable]: [1273, 1596, 1509, 1616]
- ceo-gm-job-ad: [347, 320, 958, 706]
- form-row-label: পদের নাম :: [862, 903, 906, 915]
- dmp-recruitment-notice: [50, 714, 1537, 2355]
- college-emblem-icon: [996, 88, 1061, 153]
- ceo-ad-address-block: [736, 648, 945, 685]
- article-paragraph: প্রধানমন্ত্রী শেখ হাসিনা প্রত্যাশা করেন যে, সব রাজনৈতিক দল নির্বাচনে অংশ নেবে এবং গণতান্ত্রিক ধারা অব্যাহত থাকবে। তিনি আরও বলেন, উন্নয়নের ধারাবাহিকতা রক্ষায় জনগণ আবারও নৌকা প্রতীকে ভোট দেবেন।: [50, 304, 331, 357]
- form-row-field[interactable]: [857, 921, 1529, 942]
- mc-ad-points: [995, 311, 1525, 376]
- form-row-label: প্রার্থীর নাম : বাংলায় / ইংরেজিতে (বড় অক্ষরে): [862, 945, 1043, 957]
- admit-field-label: পদের নাম: [1176, 1538, 1217, 1551]
- qualification-tech: Word Processing/Data Entry ও Typing: [347, 1037, 532, 1064]
- mc-ad-point: ● ১,০০০/- টাকা (অফেরতযোগ্য) জমাদান সাপেক্ষে ১২/১১/২০১৮ ইং হতে ২২/১১/২০১৮ ইং পর্যন্ত (ছুটির দিন সহ) আবেদন ফরম ও প্রসপেক্টাস সংগ্রহ ও জমা প্রদান করা যাবে।: [1006, 310, 1525, 339]
- admit-letterhead-line: গণপ্রজাতন্ত্রী বাংলাদেশ সরকার: [1108, 1434, 1245, 1448]
- form-row-number: ১১.: [825, 1088, 857, 1109]
- form-row-number: ২.: [825, 921, 857, 942]
- form-row-label: ঠিকানা : বর্তমান / স্থায়ী — বাসা ও সড়ক, গ্রাম/পাড়া/মহল্লা, ইউনিয়ন/ওয়ার্ড, ডাকঘর, পোস্টকোড নম্বর, উপজেলা, জেলা: [862, 1070, 1324, 1082]
- signer-email: E-mail : dchq@dmp.gov.bd: [585, 2328, 742, 2341]
- form-row-number: ৪.: [825, 963, 857, 984]
- cut-line-divider: [808, 736, 810, 2336]
- term-item: [60, 1414, 800, 1439]
- form-row: [825, 963, 1529, 984]
